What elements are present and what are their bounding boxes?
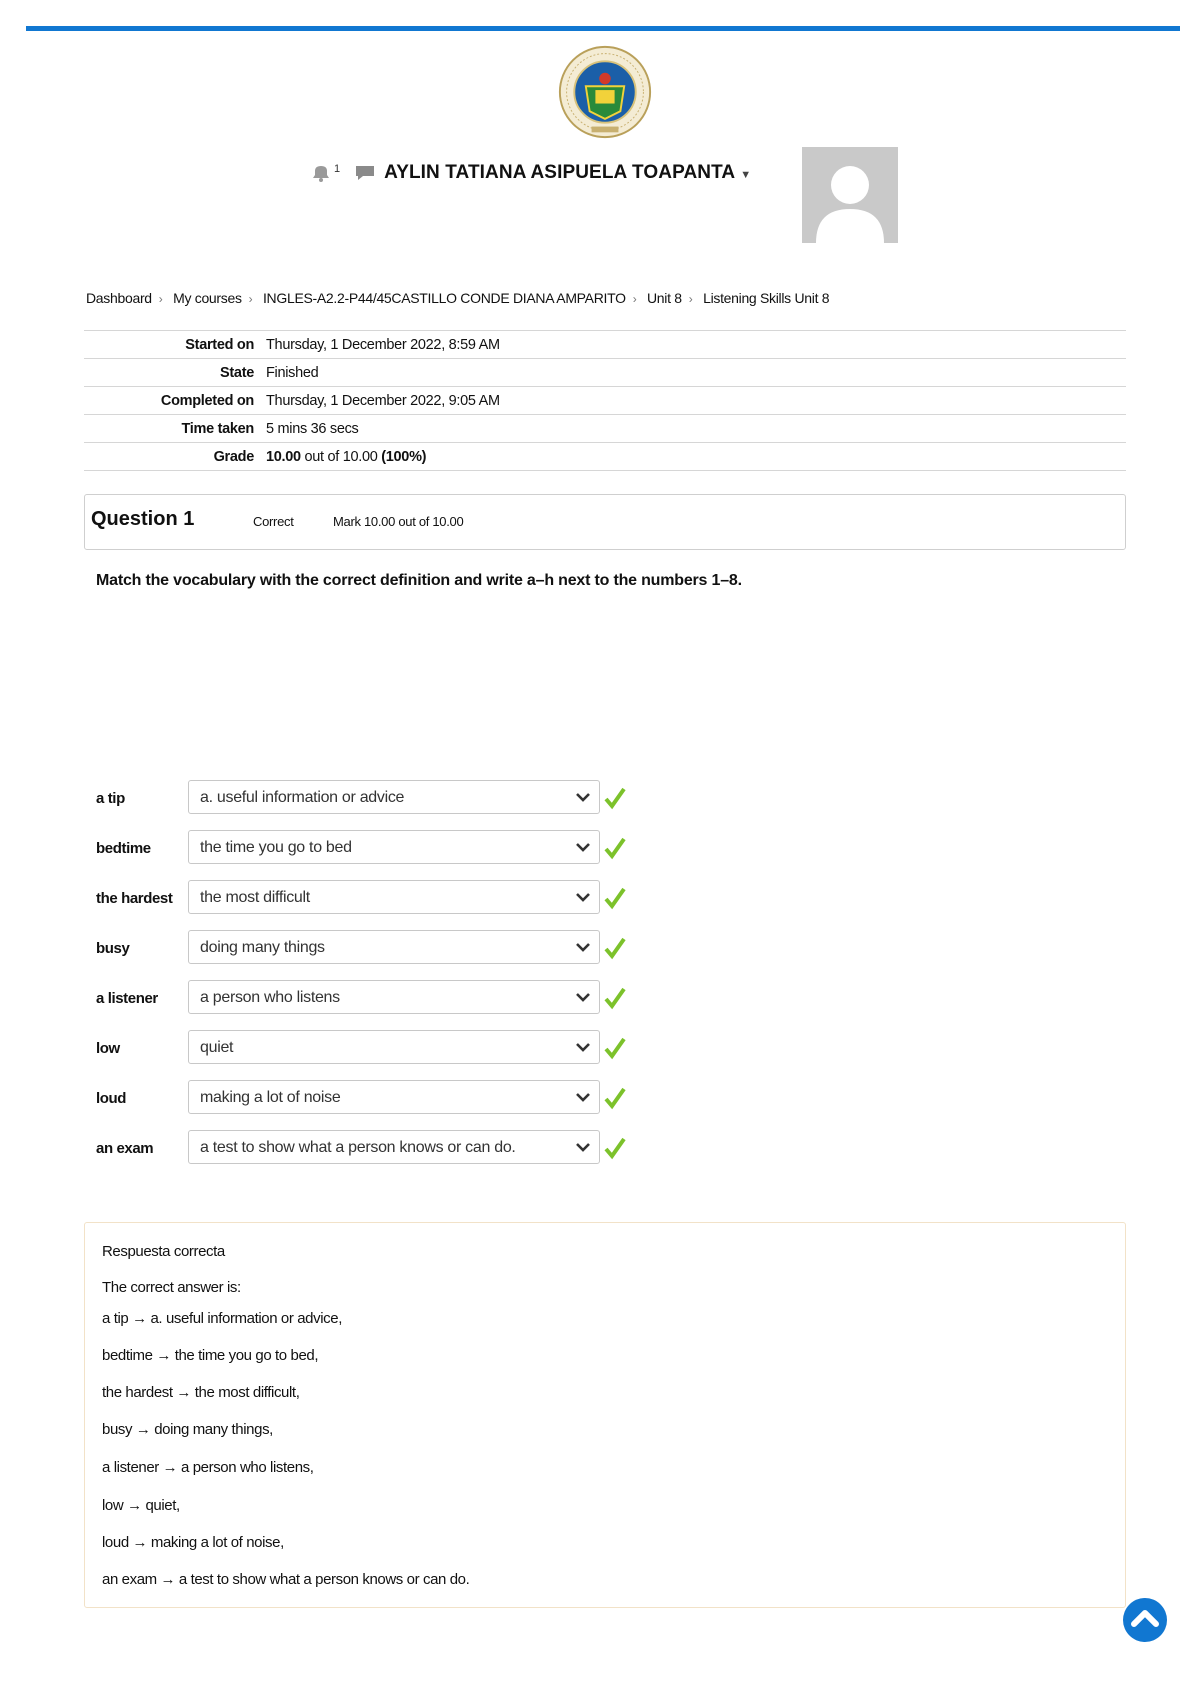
chevron-down-icon xyxy=(575,790,591,804)
match-term: bedtime xyxy=(96,840,151,857)
answer-select[interactable] xyxy=(188,930,600,964)
match-term: a listener xyxy=(96,990,158,1007)
top-accent-bar xyxy=(26,26,1180,31)
attempt-summary-table xyxy=(84,330,1126,471)
checkmark-icon xyxy=(604,836,626,860)
match-row xyxy=(96,780,656,816)
chevron-right-icon: › xyxy=(688,292,693,306)
checkmark-icon xyxy=(604,786,626,810)
answer-select[interactable] xyxy=(188,830,600,864)
grade-percent: (100%) xyxy=(381,448,427,465)
default-user-avatar-icon xyxy=(802,147,898,243)
summary-label: Grade xyxy=(213,448,254,465)
chevron-down-icon xyxy=(575,890,591,904)
university-seal-icon[interactable] xyxy=(556,44,654,140)
checkmark-icon xyxy=(604,1036,626,1060)
feedback-box xyxy=(84,1222,1126,1608)
user-avatar[interactable] xyxy=(802,147,898,243)
match-row xyxy=(96,830,656,866)
feedback-line: a tip → a. useful information or advice, xyxy=(102,1310,342,1327)
user-name[interactable]: AYLIN TATIANA ASIPUELA TOAPANTA xyxy=(384,162,736,183)
answer-select-value: the most difficult xyxy=(200,889,310,906)
match-term: an exam xyxy=(96,1140,154,1157)
breadcrumb-unit[interactable]: Unit 8 xyxy=(647,290,682,306)
answer-select[interactable] xyxy=(188,880,600,914)
question-info-box xyxy=(84,494,1126,550)
notification-bell-icon[interactable] xyxy=(310,164,332,182)
chevron-right-icon: › xyxy=(248,292,253,306)
chevron-down-icon xyxy=(575,1040,591,1054)
question-state: Correct xyxy=(253,514,294,529)
summary-label: State xyxy=(220,364,254,381)
match-term: busy xyxy=(96,940,130,957)
breadcrumb-course[interactable]: INGLES-A2.2-P44/45CASTILLO CONDE DIANA AMPARITO xyxy=(262,290,626,306)
answer-select[interactable] xyxy=(188,1130,600,1164)
answer-select[interactable] xyxy=(188,980,600,1014)
answer-select-value: making a lot of noise xyxy=(200,1089,341,1106)
checkmark-icon xyxy=(604,886,626,910)
match-term: the hardest xyxy=(96,890,173,907)
chevron-down-icon xyxy=(575,940,591,954)
match-term: loud xyxy=(96,1090,127,1107)
summary-row xyxy=(84,443,1126,471)
answer-select[interactable] xyxy=(188,780,600,814)
match-row xyxy=(96,1130,656,1166)
summary-row xyxy=(84,415,1126,443)
breadcrumb xyxy=(86,290,829,306)
feedback-heading: Respuesta correcta xyxy=(102,1243,225,1260)
back-to-top-button[interactable] xyxy=(1123,1598,1167,1642)
match-row xyxy=(96,880,656,916)
grade-score: 10.00 xyxy=(266,448,301,465)
summary-value: 5 mins 36 secs xyxy=(266,420,359,437)
user-menu-bar xyxy=(310,160,751,186)
feedback-line: the hardest → the most difficult, xyxy=(102,1384,300,1401)
feedback-line: loud → making a lot of noise, xyxy=(102,1534,284,1551)
summary-value: Thursday, 1 December 2022, 8:59 AM xyxy=(266,336,500,353)
breadcrumb-my-courses[interactable]: My courses xyxy=(173,290,242,306)
answer-select-value: quiet xyxy=(200,1039,234,1056)
feedback-line: a listener → a person who listens, xyxy=(102,1459,314,1476)
breadcrumb-quiz[interactable]: Listening Skills Unit 8 xyxy=(703,290,830,306)
answer-select-value: a person who listens xyxy=(200,989,340,1006)
checkmark-icon xyxy=(604,986,626,1010)
chevron-up-icon xyxy=(1123,1598,1167,1642)
question-prompt: Match the vocabulary with the correct definition and write a–h next to the numbers 1–8. xyxy=(96,572,742,589)
summary-label: Time taken xyxy=(181,420,254,437)
message-icon[interactable] xyxy=(354,164,376,182)
summary-row xyxy=(84,387,1126,415)
chevron-down-icon[interactable]: ▼ xyxy=(740,169,752,181)
notification-count: 1 xyxy=(334,163,341,175)
answer-select-value: a. useful information or advice xyxy=(200,789,405,806)
feedback-line: low → quiet, xyxy=(102,1497,180,1514)
answer-select-value: doing many things xyxy=(200,939,325,956)
summary-row xyxy=(84,359,1126,387)
match-term: a tip xyxy=(96,790,125,807)
answer-select-value: the time you go to bed xyxy=(200,839,352,856)
answer-select[interactable] xyxy=(188,1030,600,1064)
summary-value xyxy=(266,443,1126,471)
feedback-intro: The correct answer is: xyxy=(102,1279,241,1296)
match-row xyxy=(96,930,656,966)
chevron-right-icon: › xyxy=(632,292,637,306)
checkmark-icon xyxy=(604,1136,626,1160)
question-title: Question 1 xyxy=(91,508,195,530)
summary-value: Thursday, 1 December 2022, 9:05 AM xyxy=(266,392,500,409)
feedback-line: bedtime → the time you go to bed, xyxy=(102,1347,319,1364)
chevron-down-icon xyxy=(575,1140,591,1154)
match-row xyxy=(96,1080,656,1116)
chevron-down-icon xyxy=(575,990,591,1004)
breadcrumb-dashboard[interactable]: Dashboard xyxy=(86,290,152,306)
checkmark-icon xyxy=(604,936,626,960)
feedback-line: busy → doing many things, xyxy=(102,1421,273,1438)
match-term: low xyxy=(96,1040,120,1057)
summary-label: Completed on xyxy=(160,392,254,409)
chevron-right-icon: › xyxy=(158,292,163,306)
feedback-line: an exam → a test to show what a person knows or can do. xyxy=(102,1571,470,1588)
summary-row xyxy=(84,331,1126,359)
match-row xyxy=(96,980,656,1016)
match-row xyxy=(96,1030,656,1066)
summary-value: Finished xyxy=(266,364,319,381)
grade-out-of: out of 10.00 xyxy=(300,448,382,465)
chevron-down-icon xyxy=(575,840,591,854)
question-mark: Mark 10.00 out of 10.00 xyxy=(333,514,464,529)
answer-select-value: a test to show what a person knows or can do. xyxy=(200,1139,516,1156)
checkmark-icon xyxy=(604,1086,626,1110)
answer-select[interactable] xyxy=(188,1080,600,1114)
summary-label: Started on xyxy=(185,336,254,353)
chevron-down-icon xyxy=(575,1090,591,1104)
